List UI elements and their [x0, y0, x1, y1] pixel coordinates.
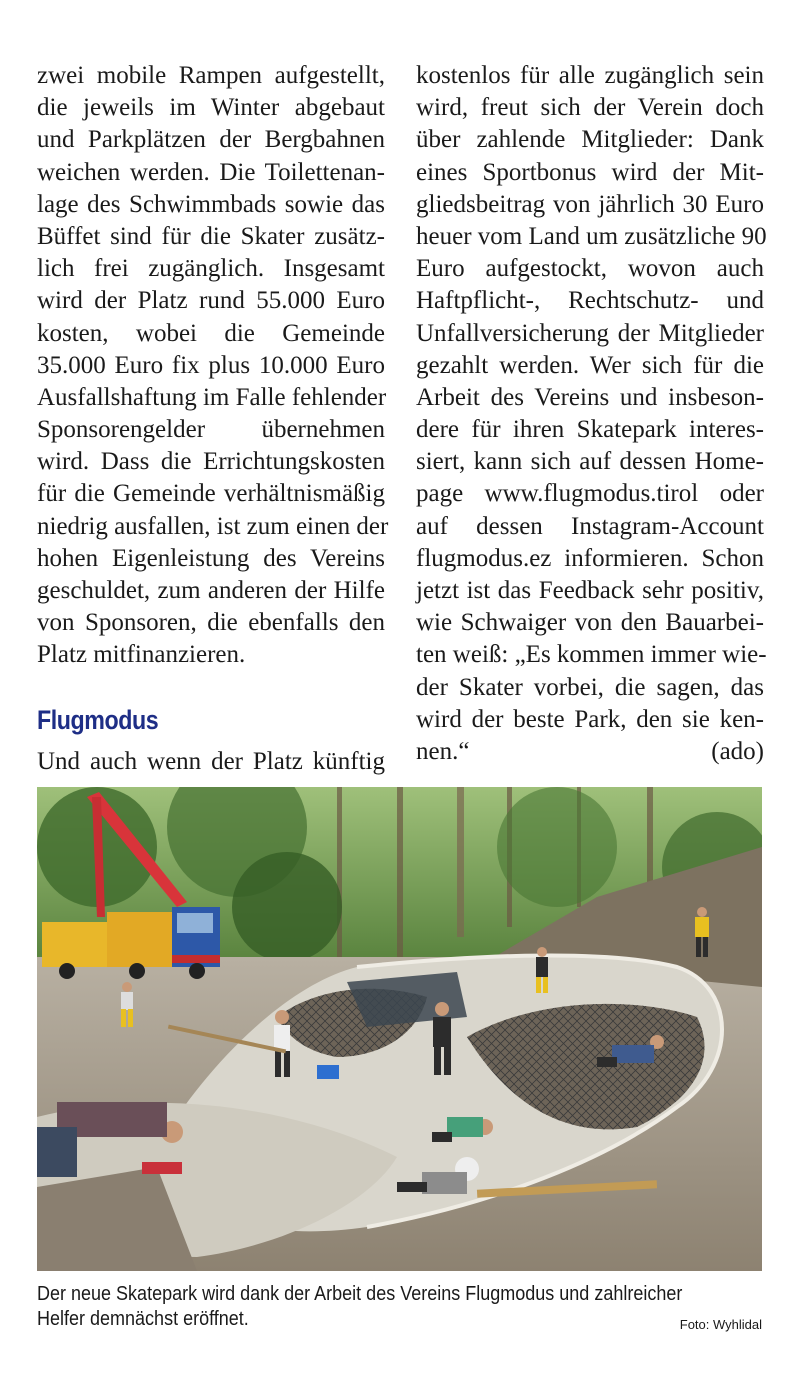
text-line: Büffet sind für die Skater zusätz- [37, 222, 385, 250]
text-line: siert, kann sich auf dessen Home- [416, 448, 764, 476]
skatepark-photo [37, 787, 762, 1271]
photo-credit: Foto: Wyhlidal [679, 1317, 762, 1332]
text-line: flugmodus.ez informieren. Schon [416, 544, 764, 572]
author-tag: (ado) [711, 737, 764, 765]
text-line: wie Schwaiger von den Bauarbei- [416, 609, 764, 637]
photo-caption [37, 1282, 762, 1332]
article-paragraph [416, 60, 767, 736]
text-line: über zahlende Mitglieder: Dank [416, 126, 764, 154]
text-line: Sponsorengelder übernehmen [37, 416, 385, 444]
text-line: auf dessen Instagram-Account [416, 512, 764, 540]
text-line: dere für ihren Skatepark interes- [416, 416, 764, 444]
text-line: Platz mitfinanzieren. [37, 641, 246, 669]
caption-line: Helfer demnächst eröffnet. [37, 1308, 249, 1330]
text-line: wird der beste Park, den sie ken- [416, 705, 764, 733]
text-line: kosten, wobei die Gemeinde [37, 319, 385, 347]
text-line: wird. Dass die Errichtungskosten [37, 448, 385, 476]
text-line: und Parkplätzen der Bergbahnen [37, 126, 385, 154]
article-column-left [37, 60, 389, 778]
text-line: wird der Platz rund 55.000 Euro [37, 287, 385, 315]
text-line: Und auch wenn der Platz künftig [37, 747, 385, 775]
text-line: heuer vom Land um zusätzliche 90 [416, 222, 767, 250]
closing-word: nen.“ [416, 737, 470, 765]
text-line: geschuldet, zum anderen der Hilfe [37, 577, 385, 604]
text-line: von Sponsoren, die ebenfalls den [37, 609, 385, 637]
text-line: für die Gemeinde verhältnismäßig [37, 480, 385, 508]
article-closing-line [416, 736, 764, 768]
text-line: gezahlt werden. Wer sich für die [416, 351, 764, 379]
text-line: die jeweils im Winter abgebaut [37, 94, 385, 122]
text-line: ten weiß: „Es kommen immer wie- [416, 641, 767, 669]
text-line: Ausfallshaftung im Falle fehlender [37, 383, 387, 411]
text-line: der Skater vorbei, die sagen, das [416, 673, 764, 701]
text-line: hohen Eigenleistung des Vereins [37, 544, 385, 572]
text-line: Haftpflicht-, Rechtschutz- und [416, 287, 764, 315]
article-column-right [416, 60, 767, 768]
text-line: Euro aufgestockt, wovon auch [416, 255, 764, 283]
text-line: eines Sportbonus wird der Mit- [416, 158, 764, 186]
text-line: jetzt ist das Feedback sehr positiv, [416, 577, 764, 604]
text-line: Unfallversicherung der Mitglieder [416, 319, 764, 347]
text-line: Arbeit des Vereins und insbeson- [416, 383, 764, 411]
article-paragraph [37, 746, 385, 778]
text-line: lage des Schwimmbads sowie das [37, 190, 385, 218]
text-line: niedrig ausfallen, ist zum einen der [37, 512, 389, 540]
article-paragraph [37, 60, 389, 672]
text-line: zwei mobile Rampen aufgestellt, [37, 62, 385, 89]
text-line: kostenlos für alle zugänglich sein [416, 62, 764, 89]
text-line: wird, freut sich der Verein doch [416, 94, 764, 122]
text-line: lich frei zugänglich. Insgesamt [37, 255, 385, 283]
section-heading: Flugmodus [37, 704, 159, 735]
caption-line: Der neue Skatepark wird dank der Arbeit des Vereins Flugmodus und zahlreicher [37, 1283, 683, 1305]
text-line: gliedsbeitrag von jährlich 30 Euro [416, 190, 764, 218]
text-line: weichen werden. Die Toilettenan- [37, 158, 385, 186]
text-line: page www.flugmodus.tirol oder [416, 480, 764, 508]
text-line: 35.000 Euro fix plus 10.000 Euro [37, 351, 385, 379]
